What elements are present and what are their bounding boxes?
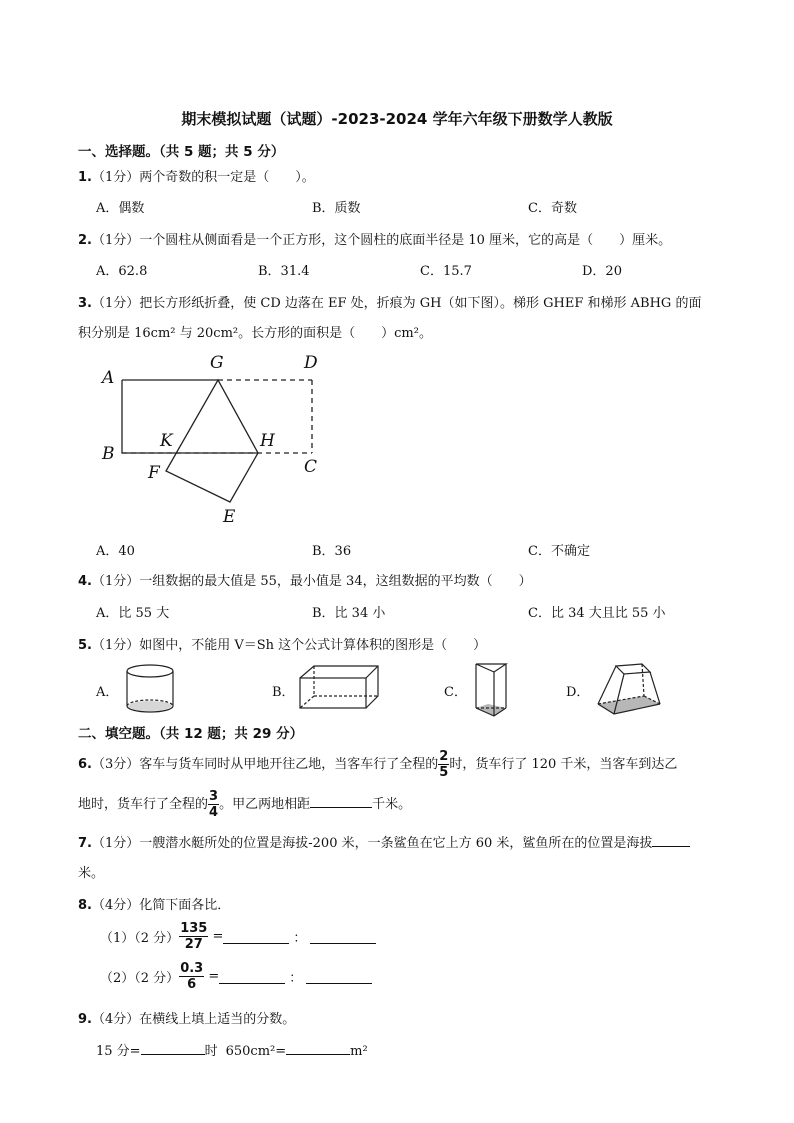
q2-option-a[interactable]: A．62.8 — [96, 264, 148, 279]
q1-option-a[interactable]: A．偶数 — [96, 201, 145, 216]
fraction-0.3-6: $\frac{0.3}{6}$ — [180, 961, 204, 992]
answer-blank[interactable] — [223, 930, 289, 944]
conversion-text: 650cm²= — [225, 1044, 287, 1059]
unit-text: 时 — [204, 1044, 218, 1059]
fraction-135-27: $\frac{135}{27}$ — [180, 921, 208, 952]
colon: ： — [289, 971, 303, 986]
question-number: 4. — [78, 574, 92, 589]
question-number: 3. — [78, 296, 92, 311]
section-heading-choice: 一、选择题。（共 5 题；共 5 分） — [78, 144, 285, 160]
question-6 — [78, 750, 677, 779]
label-e: E — [223, 507, 236, 527]
question-8-sub1 — [100, 922, 376, 951]
question-text: （1分）把长方形纸折叠，使 CD 边落在 EF 处，折痕为 GH（如下图）。梯形 GHEF 和梯形 ABHG 的面 — [91, 296, 702, 311]
question-text: （4分）在横线上填上适当的分数。 — [91, 1012, 296, 1027]
colon: ： — [293, 931, 307, 946]
question-text: 千米。 — [372, 797, 412, 812]
label-d: D — [304, 353, 318, 373]
question-text: （4分）化简下面各比． — [91, 898, 231, 913]
equals-sign: = — [208, 969, 220, 984]
q5-option-a[interactable]: A． — [96, 685, 119, 700]
q2-option-b[interactable]: B．31.4 — [258, 264, 310, 279]
folded-rectangle-figure — [98, 350, 338, 530]
unit-text: m² — [350, 1044, 368, 1059]
answer-blank[interactable] — [310, 930, 376, 944]
question-3-line2: 积分别是 16cm² 与 20cm²。长方形的面积是（ ）cm²。 — [78, 326, 432, 341]
label-f: F — [148, 463, 160, 483]
question-number: 5. — [78, 638, 92, 653]
q3-option-c[interactable]: C．不确定 — [528, 544, 590, 559]
question-5 — [78, 634, 486, 653]
q3-option-a[interactable]: A．40 — [96, 544, 135, 559]
answer-blank[interactable] — [652, 833, 690, 847]
question-8 — [78, 894, 230, 913]
question-7 — [78, 832, 690, 851]
question-1 — [78, 166, 315, 185]
frustum-figure — [594, 660, 664, 718]
sub-label: （2）（2 分） — [100, 971, 180, 986]
question-3 — [78, 292, 701, 311]
q4-option-a[interactable]: A．比 55 大 — [96, 606, 170, 621]
label-b: B — [102, 444, 115, 464]
label-a: A — [102, 368, 115, 388]
question-text: （1分）一组数据的最大值是 55，最小值是 34，这组数据的平均数（ ） — [91, 574, 532, 589]
page-title: 期末模拟试题（试题）-2023-2024 学年六年级下册数学人教版 — [181, 110, 613, 128]
answer-blank[interactable] — [219, 970, 285, 984]
section-heading-fill: 二、填空题。（共 12 题；共 29 分） — [78, 726, 304, 742]
question-text: 时，货车行了 120 千米，当客车到达乙 — [449, 757, 678, 772]
q5-option-d[interactable]: D． — [566, 685, 590, 700]
q1-option-b[interactable]: B．质数 — [312, 201, 361, 216]
question-text: （1分）一艘潜水艇所处的位置是海拔-200 米，一条鲨鱼在它上方 60 米，鲨鱼所在的位置是海拔 — [91, 836, 653, 851]
q5-option-c[interactable]: C． — [444, 685, 467, 700]
equals-sign: = — [212, 929, 224, 944]
q2-option-d[interactable]: D．20 — [582, 264, 622, 279]
answer-blank[interactable] — [141, 1041, 205, 1055]
q4-option-b[interactable]: B．比 34 小 — [312, 606, 386, 621]
question-6-line2 — [78, 790, 411, 819]
question-number: 6. — [78, 757, 92, 772]
question-text: （1分）两个奇数的积一定是（ ）。 — [91, 170, 315, 185]
answer-blank[interactable] — [310, 794, 372, 808]
cylinder-figure — [122, 662, 178, 718]
q4-option-c[interactable]: C．比 34 大且比 55 小 — [528, 606, 666, 621]
question-9 — [78, 1008, 295, 1027]
question-text: （1分）如图中，不能用 V＝Sh 这个公式计算体积的图形是（ ） — [91, 638, 487, 653]
label-c: C — [304, 457, 318, 477]
question-9-line — [96, 1040, 368, 1059]
cuboid-figure — [296, 664, 384, 712]
sub-label: （1）（2 分） — [100, 931, 180, 946]
fraction-three-quarters: $\frac{3}{4}$ — [209, 789, 219, 820]
q1-option-c[interactable]: C．奇数 — [528, 201, 577, 216]
question-7-line2: 米。 — [78, 866, 105, 881]
triangular-prism-figure — [470, 660, 510, 720]
question-number: 9. — [78, 1012, 92, 1027]
question-number: 8. — [78, 898, 92, 913]
question-2 — [78, 229, 671, 248]
question-number: 2. — [78, 233, 92, 248]
q5-option-b[interactable]: B． — [272, 685, 295, 700]
q3-option-b[interactable]: B．36 — [312, 544, 352, 559]
question-text: 地时，货车行了全程的 — [78, 797, 209, 812]
question-text: （1分）一个圆柱从侧面看是一个正方形，这个圆柱的底面半径是 10 厘米，它的高是（ ）厘米。 — [91, 233, 672, 248]
label-g: G — [210, 353, 224, 373]
answer-blank[interactable] — [286, 1041, 350, 1055]
question-8-sub2 — [100, 962, 372, 991]
question-text: （3分）客车与货车同时从甲地开往乙地，当客车行了全程的 — [91, 757, 439, 772]
question-4 — [78, 570, 532, 589]
q2-option-c[interactable]: C．15.7 — [420, 264, 472, 279]
conversion-text: 15 分= — [96, 1044, 141, 1059]
question-number: 7. — [78, 836, 92, 851]
question-text: 。甲乙两地相距 — [219, 797, 311, 812]
fraction-two-fifths: $\frac{2}{5}$ — [439, 749, 449, 780]
label-k: K — [160, 431, 173, 451]
label-h: H — [260, 431, 275, 451]
answer-blank[interactable] — [306, 970, 372, 984]
question-number: 1. — [78, 170, 92, 185]
